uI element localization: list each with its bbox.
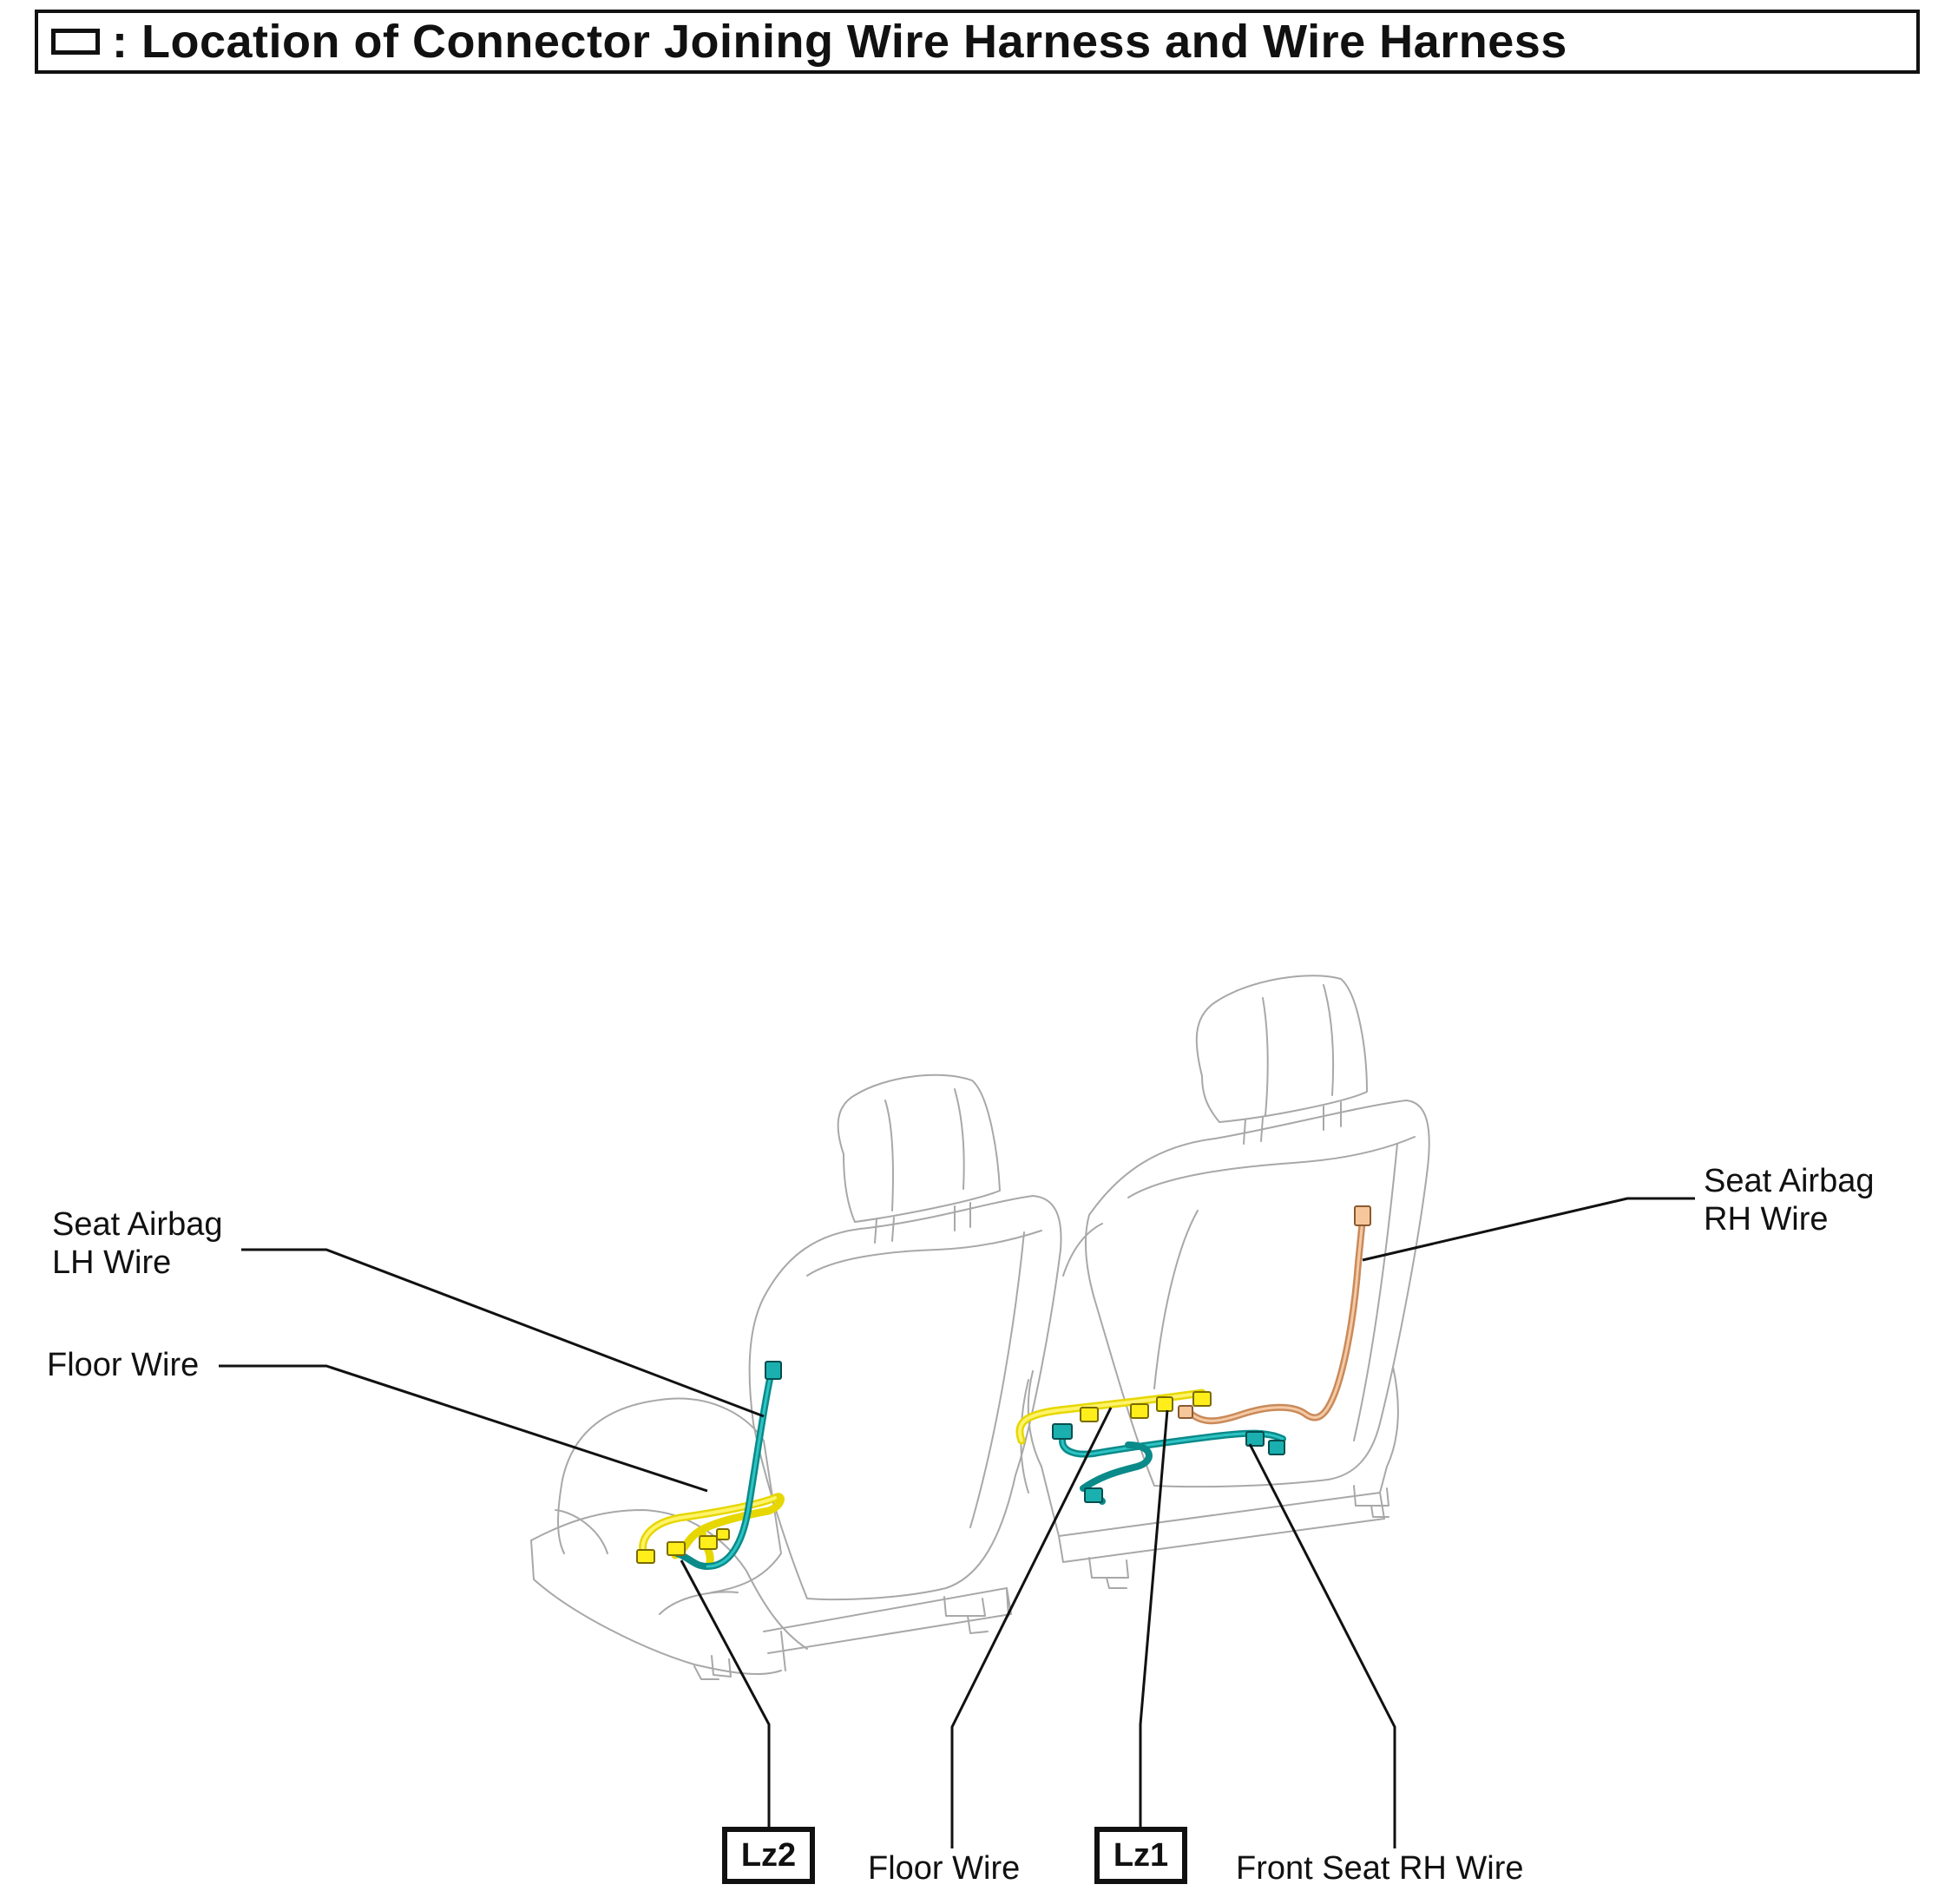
page-title: : Location of Connector Joining Wire Harness and Wire Harness <box>112 16 1567 68</box>
connector-tag-lz2: Lz2 <box>722 1827 815 1884</box>
leader-lines <box>219 1198 1695 1848</box>
label-seat-airbag-lh-wire <box>52 1205 222 1282</box>
leader-floor-wire-left <box>219 1366 707 1491</box>
label-floor-wire-bottom: Floor Wire <box>868 1850 1021 1887</box>
label-seat-airbag-rh-line2: RH Wire <box>1704 1201 1829 1238</box>
right-seat-harness <box>1020 1206 1370 1502</box>
left-seat-harness <box>637 1362 781 1566</box>
leader-front-seat-rh-wire <box>1250 1444 1395 1848</box>
connector-tag-lz1: Lz1 <box>1094 1827 1187 1884</box>
leader-lz1 <box>1140 1410 1167 1829</box>
leader-floor-wire-bottom <box>952 1408 1111 1848</box>
seat-airbag-lh-connector <box>765 1362 781 1379</box>
label-front-seat-rh-wire: Front Seat RH Wire <box>1236 1850 1524 1887</box>
label-seat-airbag-lh-line1: Seat Airbag <box>52 1206 223 1243</box>
left-seat-outline <box>531 1075 1061 1679</box>
label-seat-airbag-rh-wire <box>1704 1162 1874 1238</box>
label-floor-wire-left: Floor Wire <box>47 1347 200 1383</box>
leader-lz2 <box>681 1560 769 1829</box>
right-seat-outline <box>1021 975 1429 1588</box>
label-seat-airbag-rh-line1: Seat Airbag <box>1704 1163 1875 1199</box>
leader-seat-airbag-rh <box>1363 1198 1695 1260</box>
label-seat-airbag-lh-line2: LH Wire <box>52 1244 172 1281</box>
seat-airbag-rh-connector <box>1355 1206 1370 1225</box>
leader-seat-airbag-lh <box>241 1250 764 1416</box>
